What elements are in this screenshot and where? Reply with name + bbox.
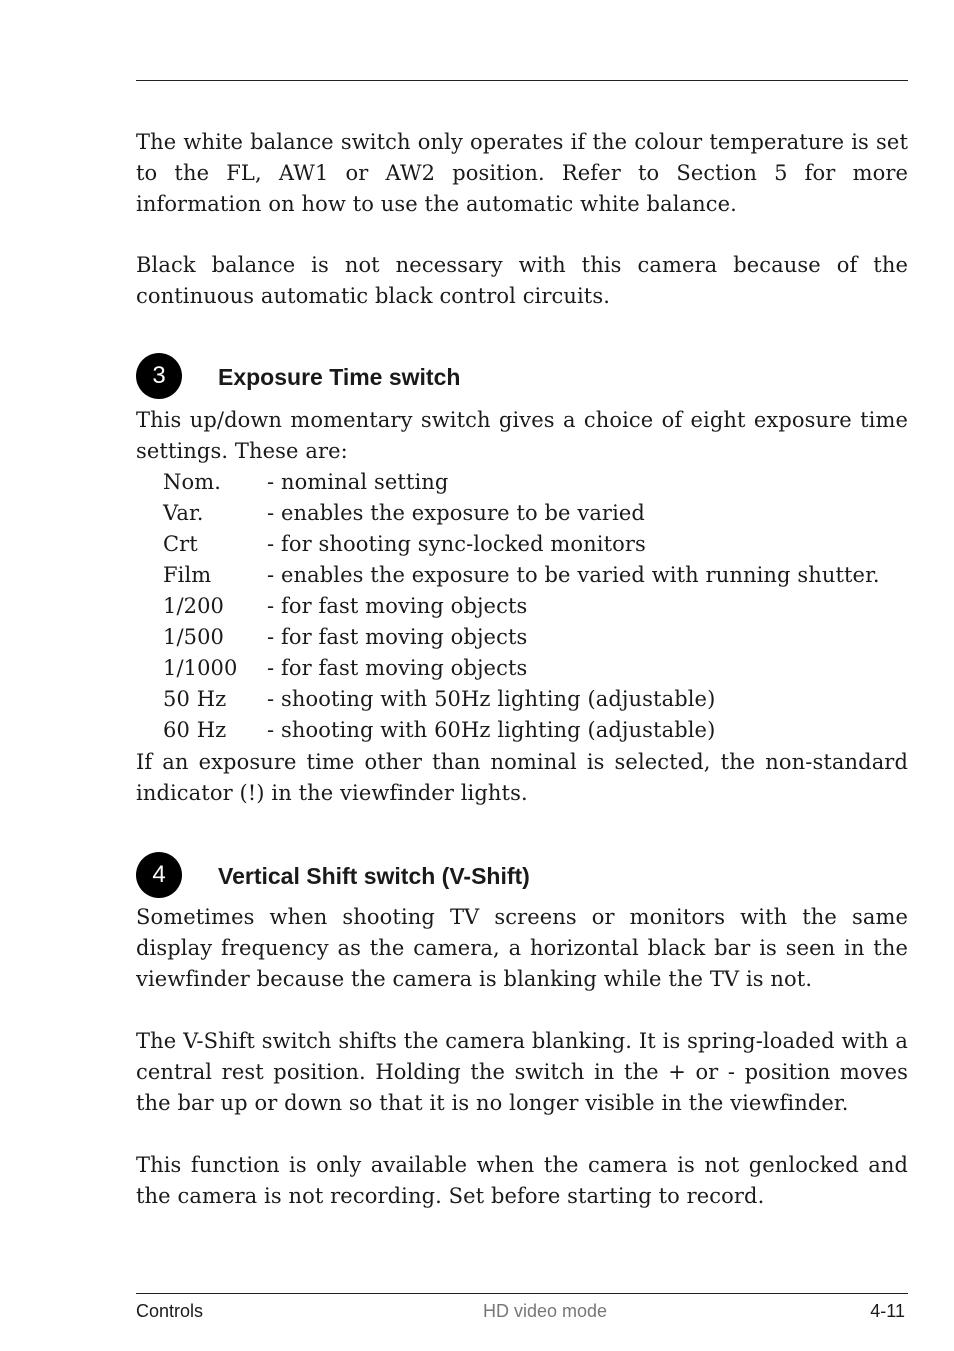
setting-term: Nom. [163,470,222,494]
vshift-paragraph-1: Sometimes when shooting TV screens or monitors with the same display frequency as the camera, a horizontal black bar is seen in the viewfinder because the camera is blanking while the TV is not. [136,905,908,991]
footer-rule [136,1293,908,1294]
white-balance-paragraph: The white balance switch only operates if the colour temperature is set to the FL, AW1 or AW2 position. Refer to Section 5 for more information on how to use the automatic white balance. [136,130,908,216]
setting-term: 1/1000 [163,656,238,680]
vshift-paragraph-2: The V-Shift switch shifts the camera blanking. It is spring-loaded with a central rest position. Holding the switch in the + or - position moves the bar up or down so that it is no longer visible in the viewfinder. [136,1029,908,1115]
list-item [163,529,908,560]
list-item [163,467,908,498]
list-item [163,498,908,529]
list-item [163,560,908,591]
setting-description: - for fast moving objects [267,594,528,618]
setting-term: 1/200 [163,594,225,618]
exposure-intro-paragraph: This up/down momentary switch gives a choice of eight exposure time settings. These are: [136,408,908,463]
list-item [163,591,908,622]
section-4-header [136,852,908,898]
setting-description: - for fast moving objects [267,625,528,649]
section-number-badge: 4 [136,852,182,898]
page-number: 4-11 [870,1301,905,1321]
setting-description: - shooting with 60Hz lighting (adjustable) [267,718,716,742]
setting-term: Var. [163,501,204,525]
setting-description: - shooting with 50Hz lighting (adjustable) [267,687,716,711]
section-title: Exposure Time switch [218,364,461,390]
setting-term: Film [163,563,212,587]
setting-description: - enables the exposure to be varied with running shutter. [267,563,880,587]
setting-description: - for shooting sync-locked monitors [267,532,646,556]
setting-term: 50 Hz [163,687,227,711]
setting-description: - enables the exposure to be varied [267,501,645,525]
list-item [163,684,908,715]
section-title: Vertical Shift switch (V-Shift) [218,863,530,889]
setting-term: Crt [163,532,198,556]
setting-term: 1/500 [163,625,225,649]
list-item [163,653,908,684]
section-3-header [136,353,908,399]
vshift-paragraph-3: This function is only available when the camera is not genlocked and the camera is not recording. Set before starting to record. [136,1153,908,1208]
list-item [163,715,908,746]
footer-mode: HD video mode [482,1301,608,1321]
footer-chapter: Controls [136,1301,204,1321]
setting-term: 60 Hz [163,718,227,742]
header-rule [136,80,908,81]
exposure-outro-paragraph: If an exposure time other than nominal is selected, the non-standard indicator (!) in the viewfinder lights. [136,750,908,805]
setting-description: - for fast moving objects [267,656,528,680]
list-item [163,622,908,653]
exposure-settings-list [163,467,908,746]
section-number-badge: 3 [136,353,182,399]
setting-description: - nominal setting [267,470,449,494]
black-balance-paragraph: Black balance is not necessary with this camera because of the continuous automatic black control circuits. [136,253,908,308]
